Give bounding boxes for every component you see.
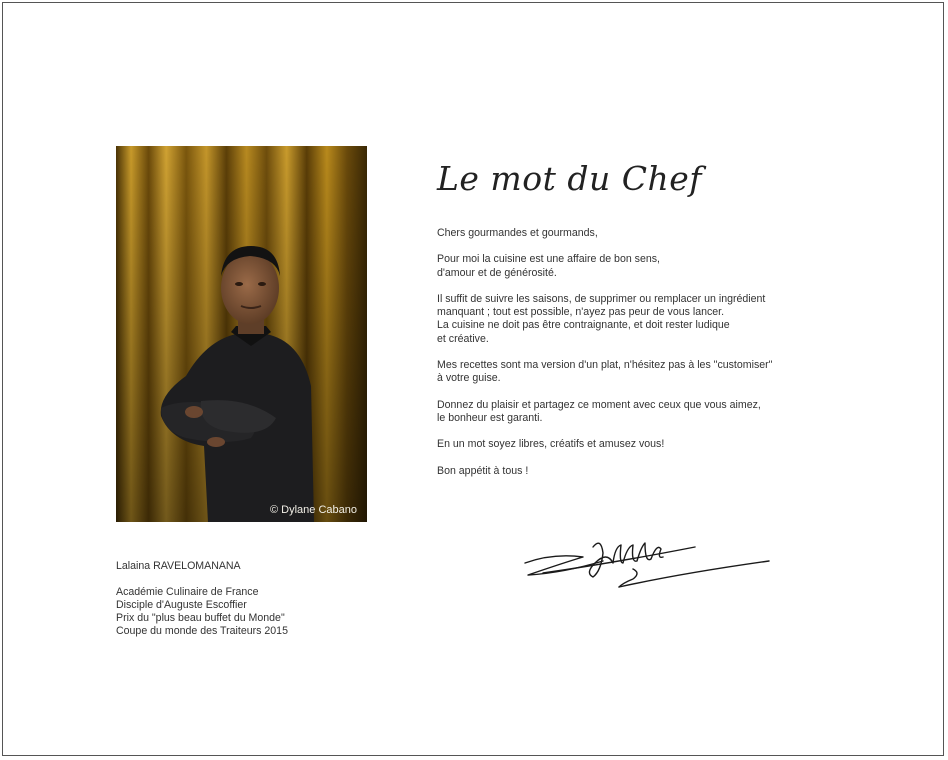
letter-paragraph-3: Mes recettes sont ma version d'un plat, n'hésitez pas à les "customiser" à votre guise. (437, 358, 773, 385)
chef-info (116, 560, 288, 638)
chef-title: Académie Culinaire de France (116, 586, 259, 598)
chef-name: Lalaina RAVELOMANANA (116, 560, 241, 572)
page-title: Le mot du Chef (437, 159, 702, 198)
chef-photo (116, 146, 367, 522)
letter-paragraph-5: En un mot soyez libres, créatifs et amusez vous! (437, 438, 665, 451)
page (2, 2, 944, 756)
chef-title: Coupe du monde des Traiteurs 2015 (116, 625, 288, 637)
letter-paragraph-2: Il suffit de suivre les saisons, de supprimer ou remplacer un ingrédient manquant ; tout est possible, n'ayez pas peur de vous lancer. La cuisine ne doit pas être contraignante, et doit rester ludique et créative. (437, 292, 766, 345)
chef-title: Disciple d'Auguste Escoffier (116, 599, 247, 611)
chef-title: Prix du "plus beau buffet du Monde" (116, 612, 285, 624)
chef-letter (437, 227, 827, 491)
letter-sign-off: Bon appétit à tous ! (437, 464, 529, 477)
photo-credit: © Dylane Cabano (270, 504, 357, 516)
chef-portrait-illustration (116, 146, 367, 522)
letter-paragraph-1: Pour moi la cuisine est une affaire de bon sens, d'amour et de générosité. (437, 253, 660, 279)
chef-signature (523, 533, 783, 608)
signature-scribble-icon (523, 533, 783, 603)
letter-greeting: Chers gourmandes et gourmands, (437, 227, 598, 239)
letter-paragraph-4: Donnez du plaisir et partagez ce moment avec ceux que vous aimez, le bonheur est garanti. (437, 398, 761, 424)
